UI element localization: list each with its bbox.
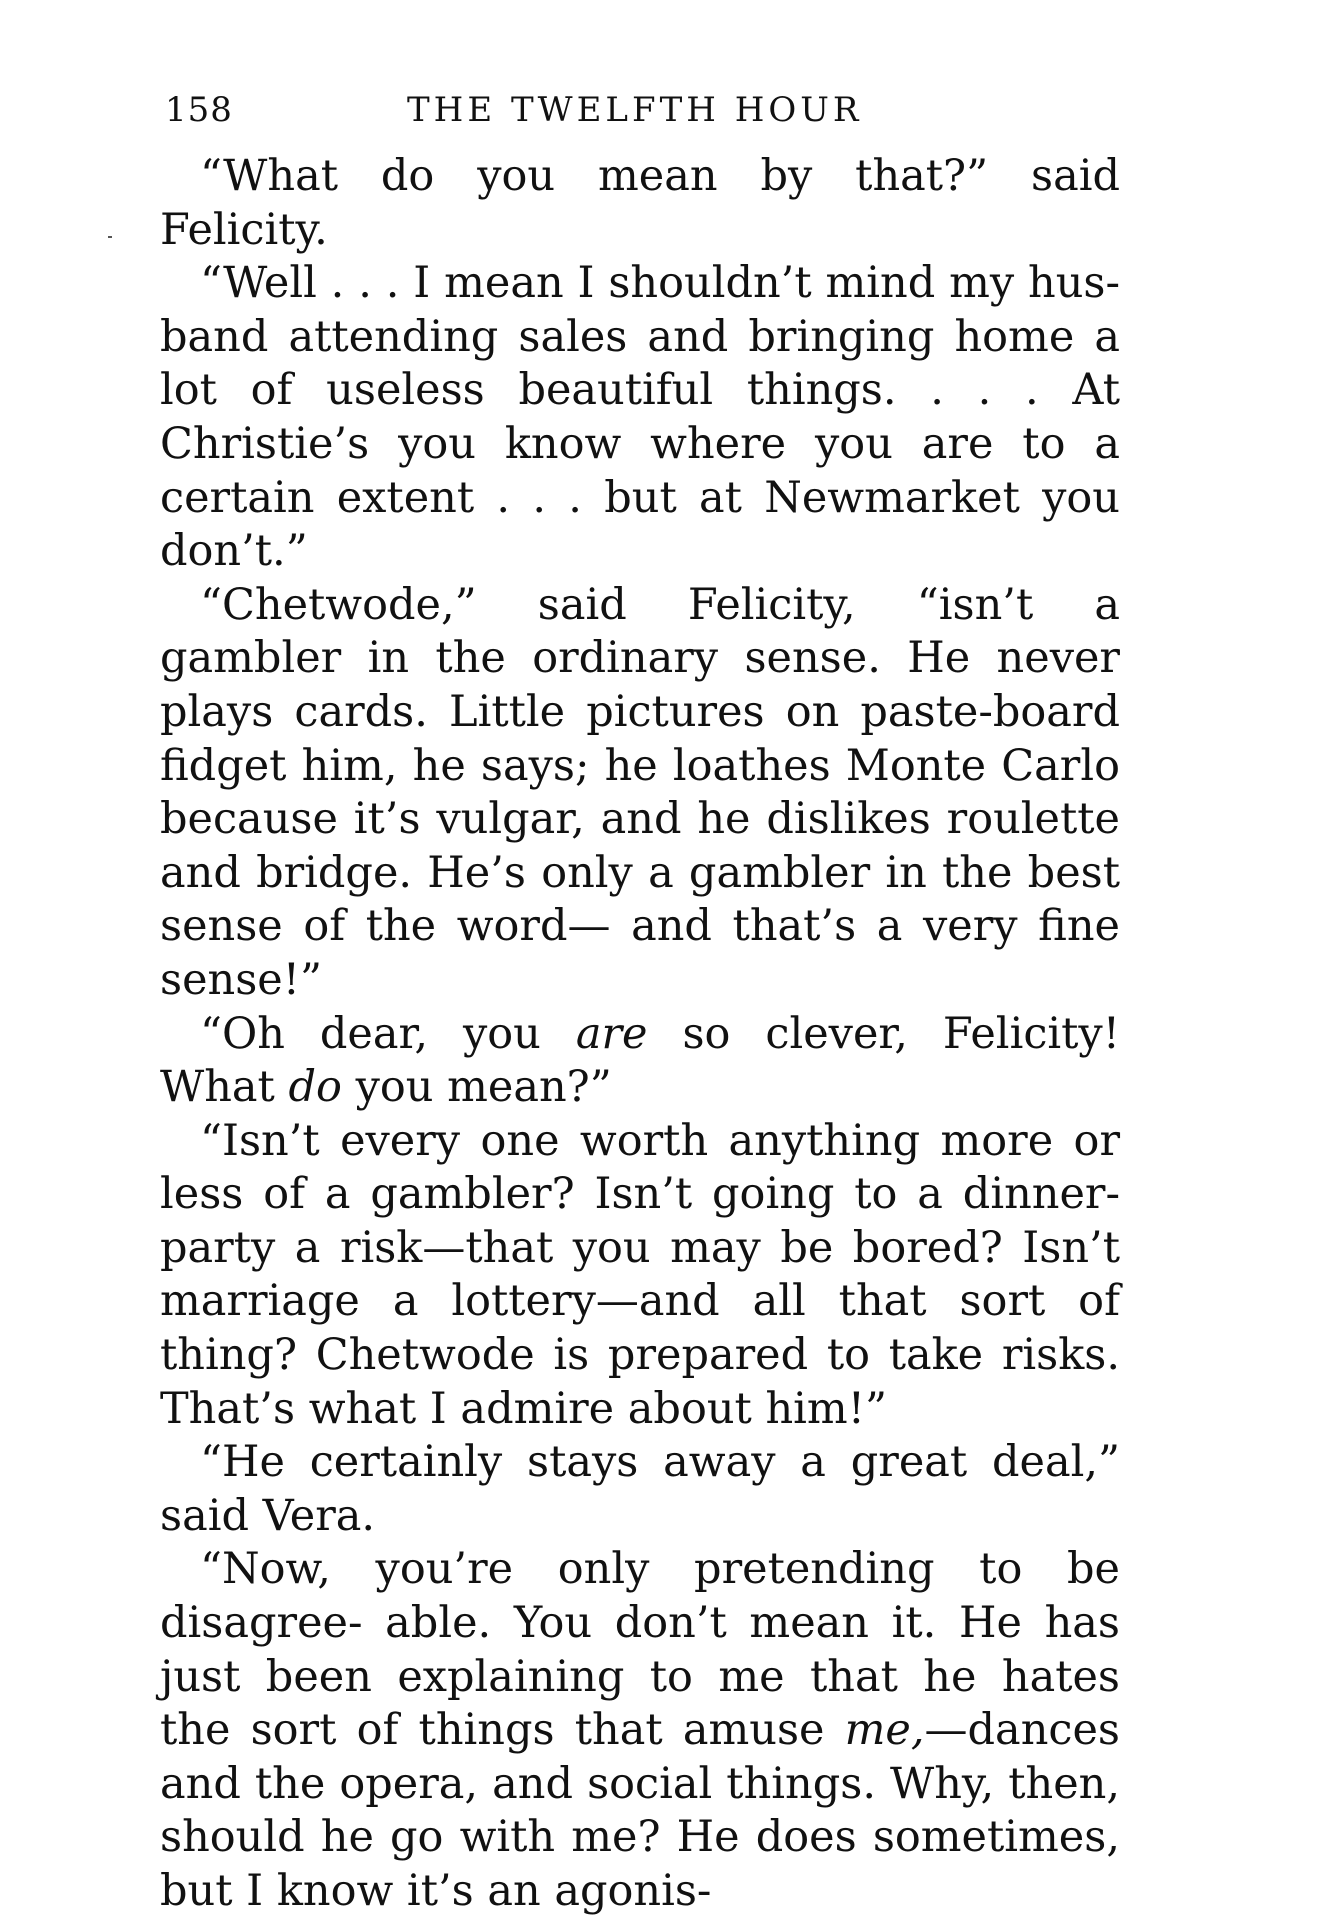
paragraph [160,1115,1120,1437]
margin-speck [108,236,112,238]
text-line: social things. Why, then, should he go with me? [160,1758,1121,1863]
text-line: a lottery—and all that sort of thing? Chetwode [160,1276,1120,1381]
text-line: “Chetwode,” said Felicity, “isn’t a gambler [160,579,1120,684]
text-line: “What do you mean by that?” said Felicity. [160,151,1120,255]
page-number: 158 [165,90,233,130]
running-title: THE TWELFTH HOUR [407,90,863,130]
text-line: and that’s a very fine sense!” [160,901,1120,1005]
text-line: of useless beautiful things. . . . At Christie’s [160,365,1121,469]
italic-word: do [288,1062,342,1113]
paragraph [160,1543,1120,1918]
text-line: explaining to me that he hates the sort of things [160,1651,1120,1756]
text-line: about him!” [627,1383,887,1434]
paragraph [160,1436,1120,1543]
text-line [288,1062,611,1112]
text-line: of a gambler? Isn’t going to a dinner-party a [160,1169,1120,1273]
text-line: but at Newmarket you don’t.” [160,472,1120,577]
text-line: in the ordinary sense. He never plays cards. [160,633,1120,737]
text-line: Little pictures on paste-board fidget him, he [160,686,1120,791]
paragraph [160,1008,1120,1115]
text-line: “He certainly stays away a great deal,” said [160,1437,1120,1541]
text-line: you know where you are to a certain extent . . . [160,418,1120,523]
text-line: only a gambler in the best sense of the word— [160,847,1120,952]
text-line: risk—that you may be bored? Isn’t marriage [160,1222,1120,1327]
paragraph [160,257,1120,579]
text-line: is prepared to take risks. That’s what I admire [160,1330,1120,1434]
text-segment: so clever, Felicity! What [160,1008,1121,1113]
paragraph [160,150,1120,257]
text-segment: “Oh dear, you [200,1008,576,1059]
text-line: “Well . . . I mean I shouldn’t mind my hus- [200,258,1120,309]
page-header [165,90,1115,140]
text-segment: you mean?” [341,1062,612,1113]
text-line: able. You don’t mean it. He has just been [160,1598,1120,1702]
paragraph [160,579,1120,1008]
text-line: band attending sales and bringing home a lot [160,311,1120,416]
body-text [160,150,1120,1919]
italic-word: are [575,1008,648,1059]
text-line: He does sometimes, but I know it’s an agonis- [160,1812,1120,1916]
text-line: “Isn’t every one worth anything more or less [160,1115,1120,1220]
italic-word: me, [844,1705,925,1756]
text-segment: —dances and the opera, and [160,1705,1120,1809]
text-line: “Now, you’re only pretending to be disagree- [160,1544,1120,1649]
text-line: Vera. [262,1490,376,1541]
text-segment: that amuse [574,1705,845,1756]
text-line: says; he loathes Monte Carlo because it’s [160,740,1121,845]
text-line: vulgar, and he dislikes roulette and bridge. He’s [160,794,1120,898]
